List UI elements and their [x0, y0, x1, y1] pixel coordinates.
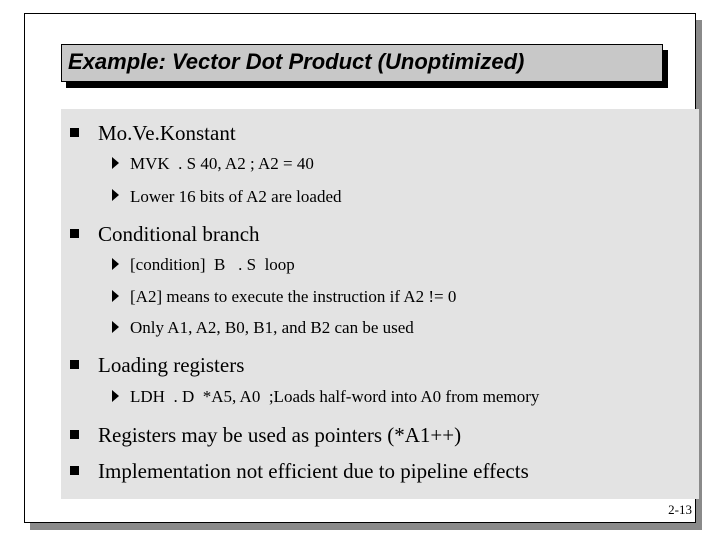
square-bullet-icon	[70, 229, 79, 238]
triangle-arrow-icon	[112, 189, 119, 201]
triangle-arrow-icon	[112, 321, 119, 333]
square-bullet-icon	[70, 466, 79, 475]
sub-item-lower-bits: Lower 16 bits of A2 are loaded	[130, 187, 342, 206]
triangle-arrow-icon	[112, 390, 119, 402]
sub-item-ldh: LDH . D *A5, A0 ;Loads half-word into A0 from memory	[130, 387, 540, 406]
sub-item-a2-meaning: [A2] means to execute the instruction if A2 != 0	[130, 287, 457, 306]
slide-title: Example: Vector Dot Product (Unoptimized)	[68, 49, 525, 74]
sub-item-allowed-registers: Only A1, A2, B0, B1, and B2 can be used	[130, 318, 414, 337]
sub-item-mvk: MVK . S 40, A2 ; A2 = 40	[130, 154, 314, 173]
bullet-item-pipeline: Implementation not efficient due to pipeline effects	[98, 459, 529, 483]
square-bullet-icon	[70, 128, 79, 137]
square-bullet-icon	[70, 430, 79, 439]
bullet-item-pointers: Registers may be used as pointers (*A1++)	[98, 423, 462, 447]
bullet-item-conditional-branch: Conditional branch	[98, 222, 260, 246]
square-bullet-icon	[70, 360, 79, 369]
triangle-arrow-icon	[112, 258, 119, 270]
triangle-arrow-icon	[112, 290, 119, 302]
bullet-item-movekonstant: Mo.Ve.Konstant	[98, 121, 236, 145]
sub-item-condition-syntax: [condition] B . S loop	[130, 255, 295, 274]
page-number: 2-13	[668, 502, 692, 517]
triangle-arrow-icon	[112, 157, 119, 169]
bullet-item-loading-registers: Loading registers	[98, 353, 245, 377]
